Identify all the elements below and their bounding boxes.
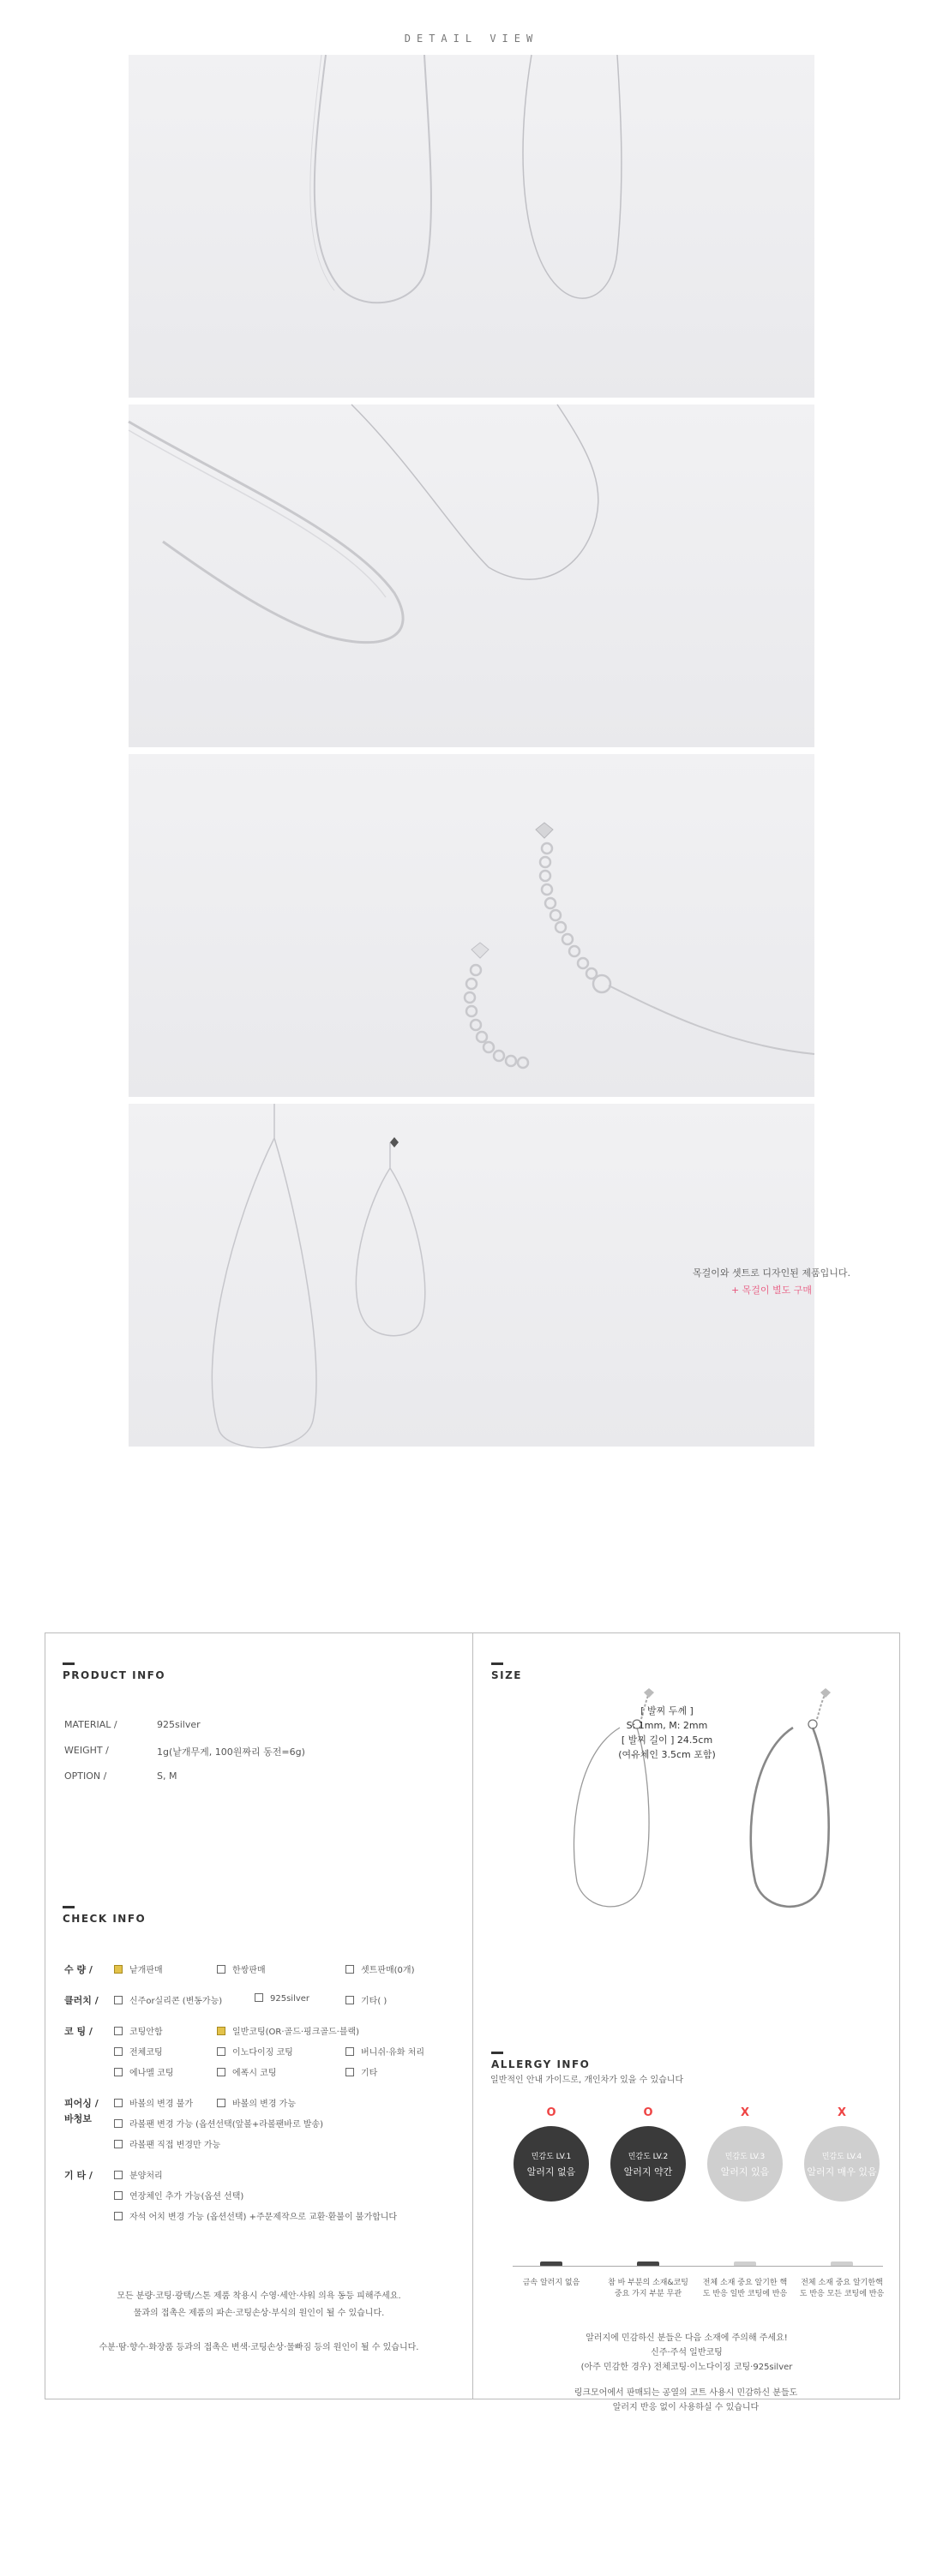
checkbox-empty-icon bbox=[217, 1965, 225, 1974]
allergy-desc-2: 참 바 부분의 소재&코팅 중요 가지 부분 무관 bbox=[608, 2279, 688, 2298]
material-value: 925silver bbox=[157, 1719, 201, 1730]
allergy-desc-4: 전체 소재 중요 알기한핵도 반응 모든 코팅에 반응 bbox=[799, 2279, 885, 2298]
allergy-level-2: 민감도 LV.2 알러지 약간 bbox=[610, 2126, 686, 2202]
weight-key: WEIGHT / bbox=[64, 1745, 109, 1756]
quantity-label: 수 량 / bbox=[64, 1964, 93, 1975]
checkbox-distribution: 분양처리 bbox=[114, 2168, 163, 2181]
checkbox-empty-icon bbox=[114, 2140, 123, 2148]
care-note-3: 수분·땀·향수·화장품 등과의 접촉은 변색·코팅손상·물빠짐 등의 원인이 될 수 있습니다. bbox=[99, 2343, 419, 2352]
allergy-scale-line bbox=[513, 2266, 883, 2267]
info-box bbox=[45, 1632, 900, 2399]
checkbox-burnish: 버니쉬·유화 처리 bbox=[345, 2045, 424, 2058]
checkbox-empty-icon bbox=[255, 1993, 263, 2002]
care-note-2: 물과의 접촉은 제품의 파손·코팅손상·부식의 원인이 될 수 있습니다. bbox=[133, 2309, 385, 2318]
allergy-level-1: 민감도 LV.1 알러지 없음 bbox=[514, 2126, 589, 2202]
checkbox-empty-icon bbox=[114, 2099, 123, 2107]
allergy-level-4: 민감도 LV.4 알러지 매우 있음 bbox=[804, 2126, 880, 2202]
size-heading: SIZE bbox=[491, 1669, 523, 1681]
checkbox-empty-icon bbox=[114, 2191, 123, 2200]
material-key: MATERIAL / bbox=[64, 1719, 117, 1730]
checkbox-empty-icon bbox=[345, 1996, 354, 2004]
piercing-label-2: 바청보 bbox=[64, 2113, 92, 2124]
checkbox-empty-icon bbox=[345, 2047, 354, 2056]
allergy-mark-2: O bbox=[643, 2106, 653, 2119]
checkbox-empty-icon bbox=[114, 2047, 123, 2056]
checkbox-925silver: 925silver bbox=[255, 1993, 309, 2004]
checkbox-extension-chain: 연장체인 추가 가능(옵션 선택) bbox=[114, 2189, 243, 2202]
buy-necklace-link[interactable]: + 목걸이 별도 구매 bbox=[730, 1285, 813, 1296]
allergy-subtitle: 일반적인 안내 가이드로, 개인차가 있을 수 있습니다 bbox=[490, 2076, 684, 2085]
chain-clasp-illustration bbox=[129, 754, 814, 1097]
checkbox-empty-icon bbox=[114, 2119, 123, 2128]
product-info-heading: PRODUCT INFO bbox=[63, 1669, 166, 1681]
detail-photo-2 bbox=[129, 404, 814, 747]
checkbox-magnet: 자석 어치 변경 가능 (옵션선택) +주문제작으로 교환·환불이 불가합니다 bbox=[114, 2209, 397, 2222]
checkbox-empty-icon bbox=[114, 2027, 123, 2035]
detail-view-title: DETAIL VIEW bbox=[404, 33, 539, 45]
checkbox-labret-option: 라볼팬 변경 가능 (옵션선택(앞볼+라볼팬바로 발송) bbox=[114, 2117, 323, 2130]
checkbox-empty-icon bbox=[345, 1965, 354, 1974]
checkbox-empty-icon bbox=[114, 2212, 123, 2220]
clutch-label: 클러치 / bbox=[64, 1995, 99, 2006]
size-note: [ 발찌 두께 ] S: 1mm, M: 2mm [ 발찌 길이 ] 24.5cm (여유체인 3.5cm 포함) bbox=[618, 1705, 716, 1760]
allergy-info-heading: ALLERGY INFO bbox=[491, 2058, 591, 2070]
checkbox-checked-icon bbox=[217, 2027, 225, 2035]
option-value: S, M bbox=[157, 1770, 177, 1782]
checkbox-empty-icon bbox=[114, 2171, 123, 2179]
checkbox-coating-other: 기타 bbox=[345, 2065, 377, 2078]
checkbox-ball-changeable: 바볼의 변경 가능 bbox=[217, 2096, 296, 2109]
allergy-note-3: (아주 민감한 경우) 전체코팅·이노다이징 코팅·925silver bbox=[580, 2363, 793, 2372]
allergy-desc-1: 금속 알러지 없음 bbox=[522, 2279, 580, 2287]
checkbox-labret-direct: 라볼팬 직접 변경만 가능 bbox=[114, 2137, 220, 2150]
allergy-note-5: 알러지 반응 없이 사용하실 수 있습니다 bbox=[612, 2403, 760, 2412]
checkbox-empty-icon bbox=[114, 2068, 123, 2076]
allergy-mark-1: O bbox=[546, 2106, 556, 2119]
checkbox-enamel: 에나멜 코팅 bbox=[114, 2065, 173, 2078]
weight-value: 1g(낱개무게, 100원짜리 동전=6g) bbox=[157, 1746, 305, 1758]
piercing-label: 피어싱 / bbox=[64, 2098, 99, 2109]
checkbox-brass: 신주or실리콘 (변동가능) bbox=[114, 1993, 222, 2006]
checkbox-ball-fixed: 바볼의 변경 불가 bbox=[114, 2096, 193, 2109]
checkbox-normal-coating: 일반코팅(OR·골드·핑크골드·블랙) bbox=[217, 2024, 359, 2037]
etc-label: 기 타 / bbox=[64, 2170, 93, 2181]
checkbox-checked-icon bbox=[114, 1965, 123, 1974]
checkbox-pair: 한쌍판매 bbox=[217, 1962, 266, 1975]
option-key: OPTION / bbox=[64, 1770, 107, 1782]
check-info-heading: CHECK INFO bbox=[63, 1913, 147, 1925]
checkbox-single: 낱개판매 bbox=[114, 1962, 163, 1975]
checkbox-full-coating: 전체코팅 bbox=[114, 2045, 163, 2058]
allergy-desc-3: 전체 소재 중요 알기한 핵도 반응 일반 코팅에 반응 bbox=[702, 2279, 788, 2298]
checkbox-anodizing: 이노다이징 코팅 bbox=[217, 2045, 293, 2058]
allergy-note-1: 알러지에 민감하신 분들은 다음 소재에 주의해 주세요! bbox=[586, 2333, 788, 2343]
checkbox-empty-icon bbox=[114, 1996, 123, 2004]
allergy-mark-4: X bbox=[837, 2106, 847, 2119]
checkbox-empty-icon bbox=[217, 2047, 225, 2056]
necklace-illustration bbox=[129, 55, 814, 398]
allergy-level-3: 민감도 LV.3 알러지 있음 bbox=[707, 2126, 783, 2202]
allergy-mark-3: X bbox=[740, 2106, 750, 2119]
set-caption: 목걸이와 셋트로 디자인된 제품입니다. bbox=[692, 1267, 850, 1279]
checkbox-epoxy: 에폭시 코팅 bbox=[217, 2065, 276, 2078]
checkbox-empty-icon bbox=[345, 2068, 354, 2076]
allergy-note-4: 링크모어에서 판매되는 공열의 코트 사용시 민감하신 분들도 bbox=[574, 2388, 798, 2398]
detail-photo-1 bbox=[129, 55, 814, 398]
detail-photo-3 bbox=[129, 754, 814, 1097]
checkbox-empty-icon bbox=[217, 2068, 225, 2076]
necklace-closeup-illustration bbox=[129, 404, 814, 747]
checkbox-clutch-other: 기타( ) bbox=[345, 1993, 387, 2006]
coating-label: 코 팅 / bbox=[64, 2026, 93, 2037]
checkbox-empty-icon bbox=[217, 2099, 225, 2107]
allergy-note-2: 신주·주석 일반코팅 bbox=[651, 2348, 723, 2357]
checkbox-set: 셋트판매(0개) bbox=[345, 1962, 414, 1975]
checkbox-no-coating: 코팅안함 bbox=[114, 2024, 163, 2037]
column-divider bbox=[472, 1633, 473, 2399]
care-note-1: 모든 분량·코팅·광택/스톤 제품 착용시 수영·세안·샤워 의욕 동등 피해주세요. bbox=[117, 2291, 401, 2301]
detail-photo-4 bbox=[129, 1104, 850, 1447]
